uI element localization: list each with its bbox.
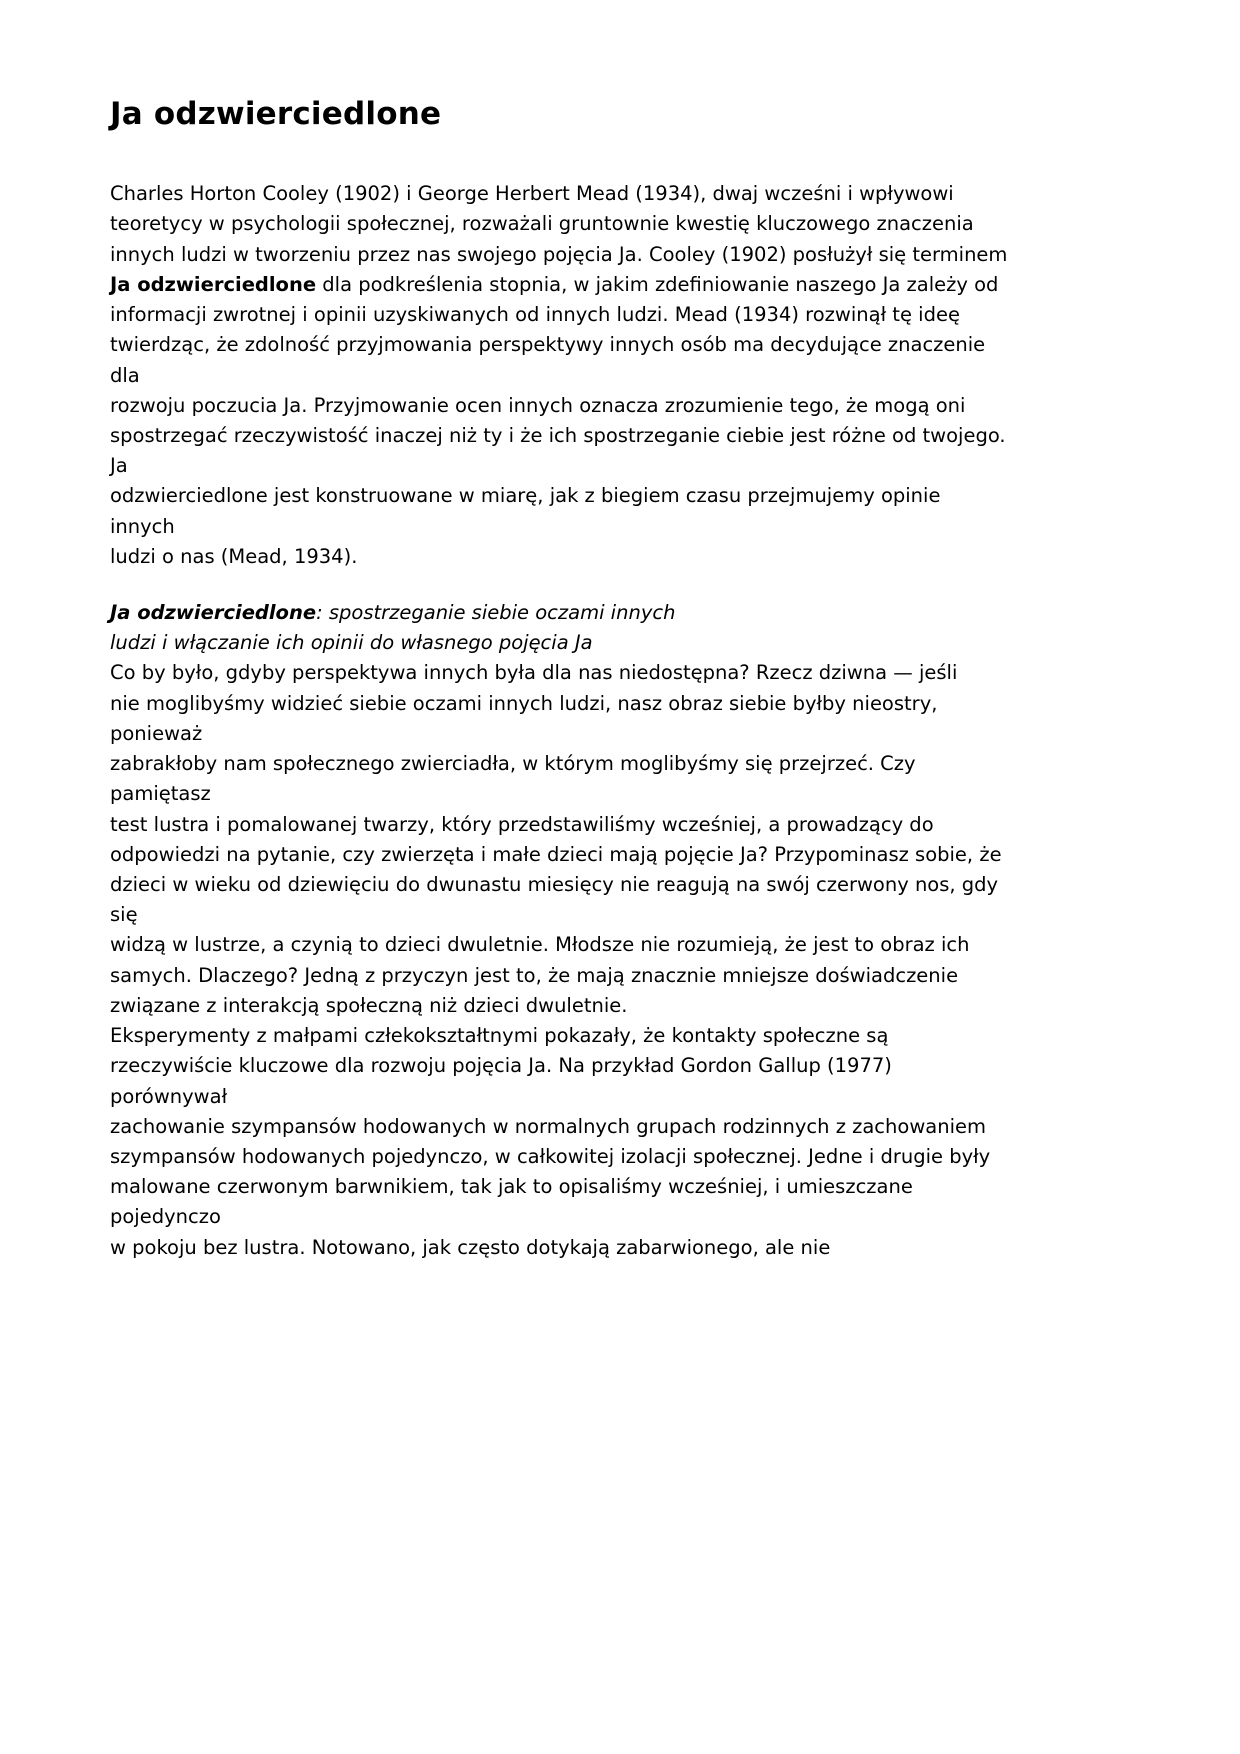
definition-block [110,598,1130,658]
paragraph-line: widzą w lustrze, a czynią to dzieci dwuletnie. Młodsze nie rozumieją, że jest to obraz ich [110,933,970,957]
definition-line-1 [110,598,1130,628]
definition-term: Ja odzwierciedlone [110,601,317,625]
paragraph-line: test lustra i pomalowanej twarzy, który przedstawiliśmy wcześniej, a prowadzący do [110,812,934,836]
paragraph-line: innych ludzi w tworzeniu przez nas swojego pojęcia Ja. Cooley (1902) posłużył się terminem [110,242,1008,266]
paragraph-line: zabrakłoby nam społecznego zwierciadła, w którym moglibyśmy się przejrzeć. Czy pamiętasz [110,752,922,806]
paragraph-mirror-test [110,658,1010,1021]
term-ja-odzwierciedlone: Ja odzwierciedlone [110,272,317,296]
paragraph-line: szympansów hodowanych pojedynczo, w całkowitej izolacji społecznej. Jedne i drugie były [110,1144,991,1168]
paragraph-line: w pokoju bez lustra. Notowano, jak często dotykają zabarwionego, ale nie [110,1235,831,1259]
page-title: Ja odzwierciedlone [110,96,442,132]
paragraph-line: samych. Dlaczego? Jedną z przyczyn jest to, że mają znacznie mniejsze doświadczenie [110,963,959,987]
paragraph-line: Eksperymenty z małpami człekokształtnymi pokazały, że kontakty społeczne są [110,1024,889,1048]
paragraph-line: malowane czerwonym barwnikiem, tak jak to opisaliśmy wcześniej, i umieszczane pojedynczo [110,1175,920,1229]
paragraph-line: informacji zwrotnej i opinii uzyskiwanych od innych ludzi. Mead (1934) rozwinął tę ideę [110,303,960,327]
paragraph-line: odpowiedzi na pytanie, czy zwierzęta i małe dzieci mają pojęcie Ja? Przypominasz sobie, że [110,842,1002,866]
paragraph-chimpanzee-study [110,1021,1010,1263]
paragraph-line: ludzi o nas (Mead, 1934). [110,544,358,568]
paragraph-line: rozwoju poczucia Ja. Przyjmowanie ocen innych oznacza zrozumienie tego, że mogą oni [110,393,966,417]
paragraph-line-with-term [110,270,1010,300]
paragraph-line: związane z interakcją społeczną niż dzieci dwuletnie. [110,993,628,1017]
paragraph-intro [110,179,1010,572]
paragraph-line: spostrzegać rzeczywistość inaczej niż ty i że ich spostrzeganie ciebie jest różne od twojego. Ja [110,423,1012,478]
paragraph-line: odzwierciedlone jest konstruowane w miarę, jak z biegiem czasu przejmujemy opinie innych [110,484,947,538]
paragraph-line: teoretycy w psychologii społecznej, rozważali gruntownie kwestię kluczowego znaczenia [110,212,974,236]
paragraph-line-rest: dla podkreślenia stopnia, w jakim zdefiniowanie naszego Ja zależy od [316,272,999,296]
paragraph-line: dzieci w wieku od dziewięciu do dwunastu miesięcy nie reagują na swój czerwony nos, gdy się [110,873,1005,927]
paragraph-line: twierdząc, że zdolność przyjmowania perspektywy innych osób ma decydujące znaczenie dla [110,333,992,387]
paragraph-line: nie moglibyśmy widzieć siebie oczami innych ludzi, nasz obraz siebie byłby nieostry, ponieważ [110,691,944,745]
definition-text-1: : spostrzeganie siebie oczami innych [316,601,676,625]
paragraph-line: zachowanie szympansów hodowanych w normalnych grupach rodzinnych z zachowaniem [110,1114,986,1138]
paragraph-line: Charles Horton Cooley (1902) i George Herbert Mead (1934), dwaj wcześni i wpływowi [110,182,954,206]
paragraph-line: Co by było, gdyby perspektywa innych była dla nas niedostępna? Rzecz dziwna — jeśli [110,661,958,685]
definition-line-2: ludzi i włączanie ich opinii do własnego pojęcia Ja [110,631,593,655]
paragraph-line: rzeczywiście kluczowe dla rozwoju pojęcia Ja. Na przykład Gordon Gallup (1977) porównywał [110,1054,899,1108]
